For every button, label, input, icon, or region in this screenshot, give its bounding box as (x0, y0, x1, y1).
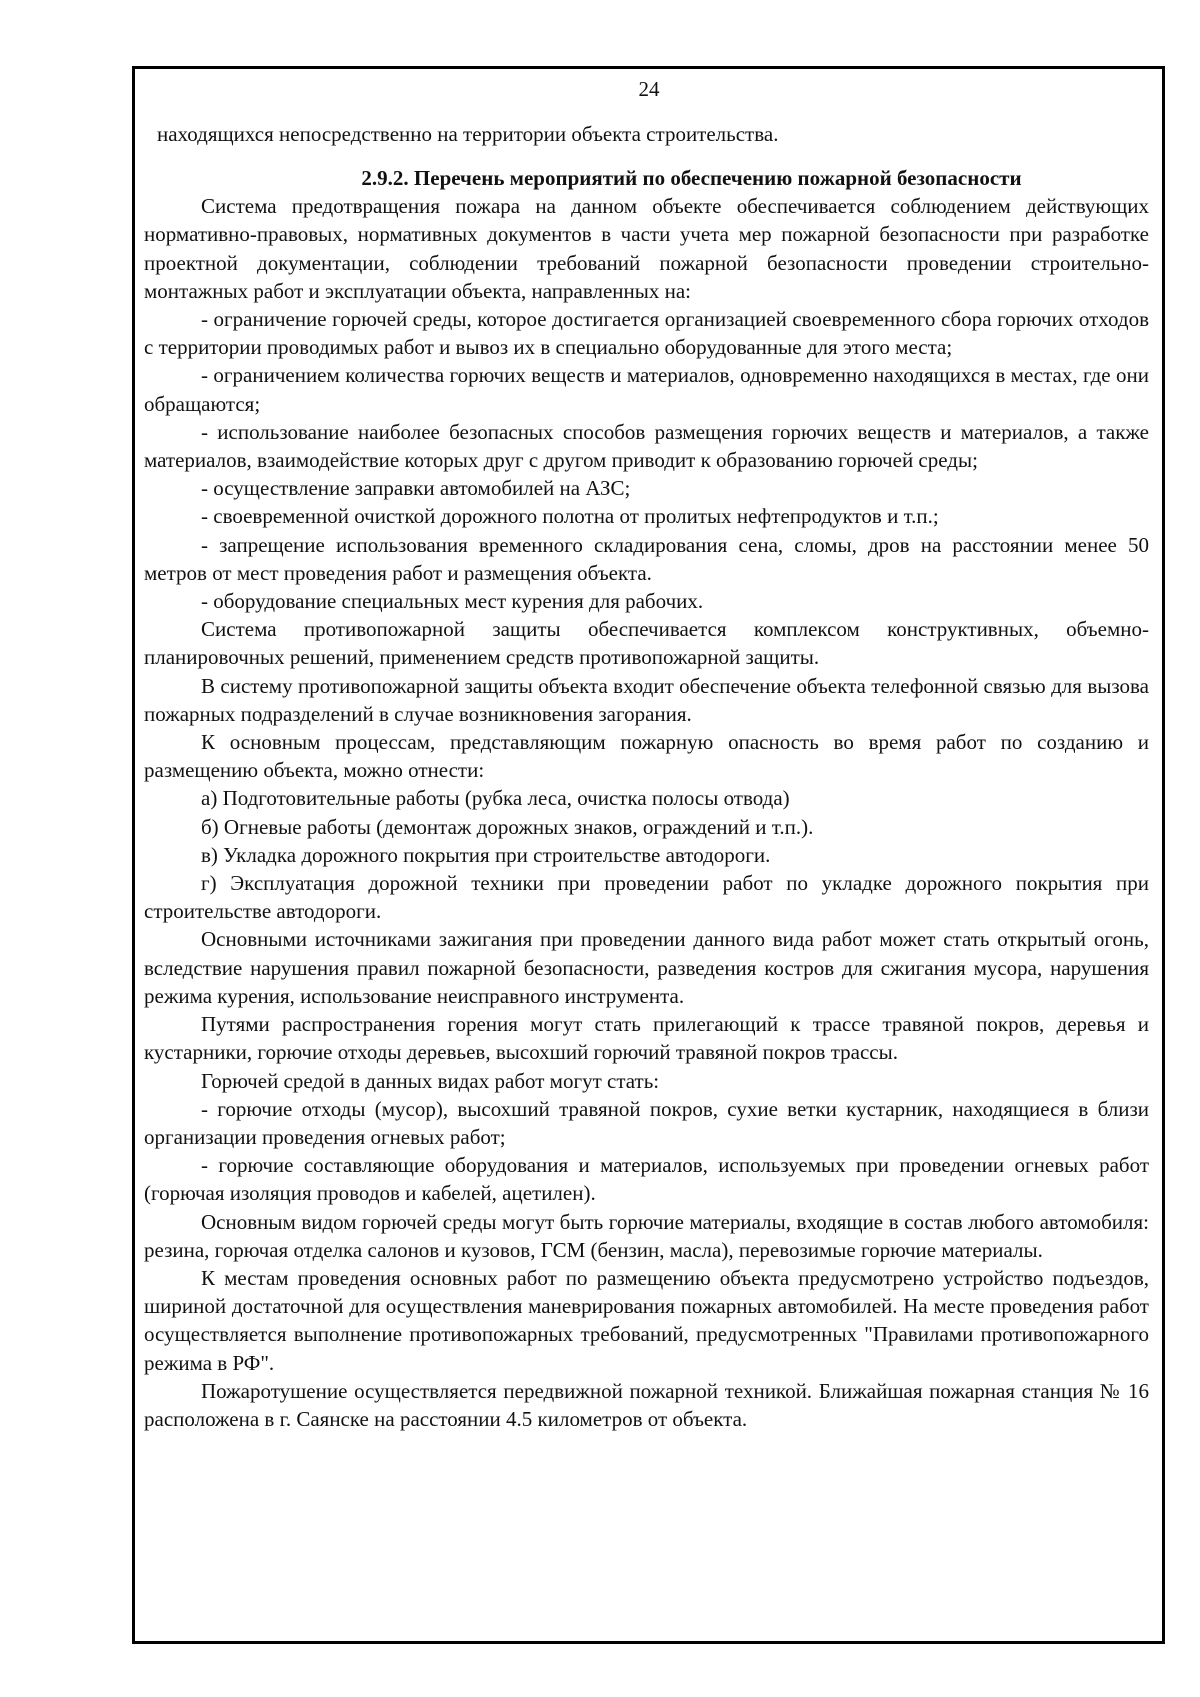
paragraph: В систему противопожарной защиты объекта входит обеспечение объекта телефонной связью для вызова пожарных подразделений в случае возникновения загорания. (144, 673, 1149, 726)
paragraph: Система противопожарной защиты обеспечивается комплексом конструктивных, объемно-планировочных решений, применением средств противопожарной защиты. (144, 617, 1149, 670)
paragraph: - запрещение использования временного складирования сена, сломы, дров на расстоянии менее 50 метров от мест проведения работ и размещения объекта. (144, 532, 1149, 585)
paragraph: - ограничением количества горючих веществ и материалов, одновременно находящихся в местах, где они обращаются; (144, 363, 1149, 416)
paragraph: Горючей средой в данных видах работ могут стать: (201, 1068, 660, 1093)
paragraph: в) Укладка дорожного покрытия при строительстве автодороги. (201, 842, 771, 867)
paragraph: б) Огневые работы (демонтаж дорожных знаков, ограждений и т.п.). (201, 814, 814, 839)
paragraph: Путями распространения горения могут стать прилегающий к трассе травяной покров, деревья и кустарники, горючие отходы деревьев, высохший горючий травяной покров трассы. (144, 1012, 1149, 1065)
paragraph: Пожаротушение осуществляется передвижной пожарной техникой. Ближайшая пожарная станция № 16 расположена в г. Саянске на расстоянии 4.5 километров от объекта. (144, 1378, 1149, 1431)
paragraph: Основными источниками зажигания при проведении данного вида работ может стать открытый огонь, вследствие нарушения правил пожарной безопасности, разведения костров для сжигания мусора, нарушения режима курения, использование неисправного инструмента. (144, 927, 1149, 1008)
paragraph: - оборудование специальных мест курения для рабочих. (201, 589, 704, 614)
paragraph: - горючие отходы (мусор), высохший травяной покров, сухие ветки кустарник, находящиеся в близи организации проведения огневых работ; (144, 1096, 1149, 1149)
continuation-text: находящихся непосредственно на территории объекта строительства. (157, 122, 779, 146)
paragraph: Основным видом горючей среды могут быть горючие материалы, входящие в состав любого автомобиля: резина, горючая отделка салонов и кузовов, ГСМ (бензин, масла), перевозимые горючие материалы. (144, 1209, 1149, 1262)
paragraph: Система предотвращения пожара на данном объекте обеспечивается соблюдением действующих нормативно-правовых, нормативных документов в части учета мер пожарной безопасности при разработке проектной документации, соблюдении требований пожарной безопасности проведении строительно-монтажных работ и эксплуатации объекта, направленных на: (144, 194, 1149, 303)
paragraph: г) Эксплуатация дорожной техники при проведении работ по укладке дорожного покрытия при строительстве автодороги. (144, 871, 1149, 924)
paragraph: - осуществление заправки автомобилей на АЗС; (201, 476, 631, 501)
paragraph: К основным процессам, представляющим пожарную опасность во время работ по созданию и размещению объекта, можно отнести: (144, 730, 1149, 783)
document-body (144, 120, 1149, 1433)
page-number: 24 (638, 77, 660, 101)
paragraph: К местам проведения основных работ по размещению объекта предусмотрено устройство подъездов, шириной достаточной для осуществления маневрирования пожарных автомобилей. На месте проведения работ осуществляется выполнение противопожарных требований, предусмотренных "Правилами противопожарного режима в РФ". (144, 1265, 1149, 1375)
paragraph: - своевременной очисткой дорожного полотна от пролитых нефтепродуктов и т.п.; (201, 504, 939, 529)
paragraph: - использование наиболее безопасных способов размещения горючих веществ и материалов, а также материалов, взаимодействие которых друг с другом приводит к образованию горючей среды; (144, 419, 1149, 473)
section-title: 2.9.2. Перечень мероприятий по обеспечению пожарной безопасности (361, 166, 1022, 191)
paragraph: - ограничение горючей среды, которое достигается организацией своевременного сбора горючих отходов с территории проводимых работ и вывоз их в специально оборудованные для этого места; (144, 307, 1149, 360)
paragraph: - горючие составляющие оборудования и материалов, используемых при проведении огневых работ (горючая изоляция проводов и кабелей, ацетилен). (144, 1153, 1149, 1206)
paragraph: а) Подготовительные работы (рубка леса, очистка полосы отвода) (201, 786, 790, 811)
